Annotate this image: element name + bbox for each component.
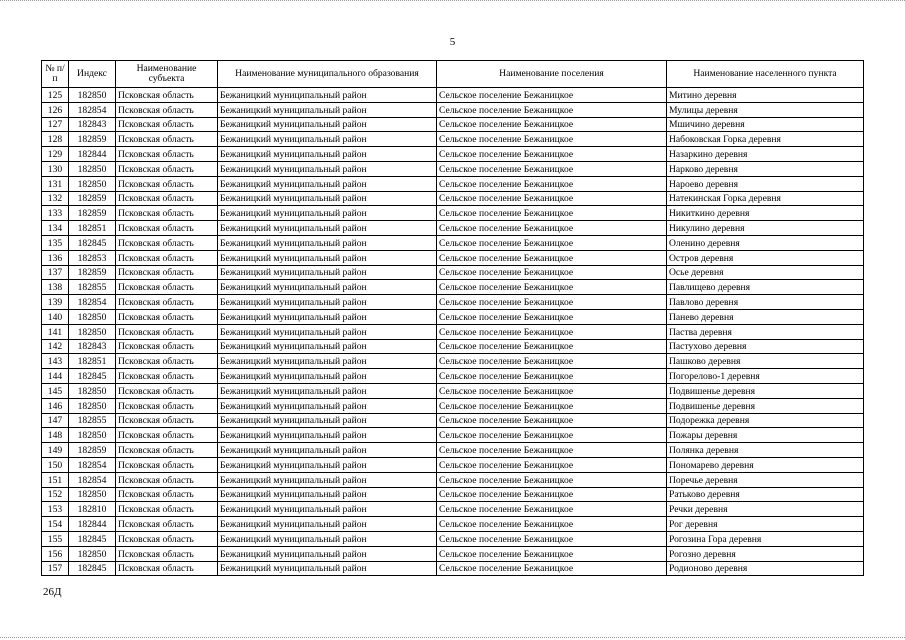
table-row xyxy=(42,531,864,546)
cell-index: 182850 xyxy=(69,309,116,324)
cell-num: 137 xyxy=(42,265,69,280)
cell-settlement: Сельское поселение Бежаницкое xyxy=(437,339,667,354)
cell-index: 182851 xyxy=(69,354,116,369)
table-row xyxy=(42,280,864,295)
cell-index: 182850 xyxy=(69,383,116,398)
scan-edge-bottom xyxy=(0,635,905,638)
cell-num: 132 xyxy=(42,191,69,206)
cell-subject: Псковская область xyxy=(116,428,218,443)
cell-locality: Пономарево деревня xyxy=(667,457,864,472)
cell-subject: Псковская область xyxy=(116,191,218,206)
table-row xyxy=(42,398,864,413)
table-row xyxy=(42,443,864,458)
table-row xyxy=(42,132,864,147)
cell-locality: Остров деревня xyxy=(667,250,864,265)
cell-municipality: Бежаницкий муниципальный район xyxy=(218,309,437,324)
cell-settlement: Сельское поселение Бежаницкое xyxy=(437,457,667,472)
cell-num: 136 xyxy=(42,250,69,265)
table-row xyxy=(42,235,864,250)
cell-municipality: Бежаницкий муниципальный район xyxy=(218,132,437,147)
header-index: Индекс xyxy=(69,61,116,88)
cell-locality: Павлищево деревня xyxy=(667,280,864,295)
header-subject: Наименование субъекта xyxy=(116,61,218,88)
header-num: № п/п xyxy=(42,61,69,88)
cell-settlement: Сельское поселение Бежаницкое xyxy=(437,191,667,206)
cell-index: 182854 xyxy=(69,102,116,117)
cell-num: 127 xyxy=(42,117,69,132)
cell-settlement: Сельское поселение Бежаницкое xyxy=(437,161,667,176)
cell-num: 135 xyxy=(42,235,69,250)
cell-municipality: Бежаницкий муниципальный район xyxy=(218,546,437,561)
cell-municipality: Бежаницкий муниципальный район xyxy=(218,191,437,206)
cell-locality: Ратьково деревня xyxy=(667,487,864,502)
cell-num: 125 xyxy=(42,88,69,103)
cell-locality: Пастухово деревня xyxy=(667,339,864,354)
cell-municipality: Бежаницкий муниципальный район xyxy=(218,324,437,339)
table-row xyxy=(42,250,864,265)
cell-num: 138 xyxy=(42,280,69,295)
cell-settlement: Сельское поселение Бежаницкое xyxy=(437,428,667,443)
cell-index: 182859 xyxy=(69,443,116,458)
cell-municipality: Бежаницкий муниципальный район xyxy=(218,265,437,280)
table-row xyxy=(42,309,864,324)
cell-subject: Псковская область xyxy=(116,176,218,191)
cell-municipality: Бежаницкий муниципальный район xyxy=(218,250,437,265)
table-row xyxy=(42,206,864,221)
cell-locality: Митино деревня xyxy=(667,88,864,103)
cell-num: 139 xyxy=(42,295,69,310)
cell-num: 148 xyxy=(42,428,69,443)
cell-locality: Натекинская Горка деревня xyxy=(667,191,864,206)
cell-settlement: Сельское поселение Бежаницкое xyxy=(437,309,667,324)
cell-subject: Псковская область xyxy=(116,265,218,280)
cell-subject: Псковская область xyxy=(116,413,218,428)
scan-edge-top xyxy=(0,0,905,3)
cell-num: 140 xyxy=(42,309,69,324)
cell-subject: Псковская область xyxy=(116,221,218,236)
table-row xyxy=(42,457,864,472)
table-row xyxy=(42,161,864,176)
cell-subject: Псковская область xyxy=(116,295,218,310)
cell-index: 182859 xyxy=(69,132,116,147)
cell-locality: Осье деревня xyxy=(667,265,864,280)
cell-municipality: Бежаницкий муниципальный район xyxy=(218,428,437,443)
cell-num: 130 xyxy=(42,161,69,176)
cell-index: 182844 xyxy=(69,147,116,162)
cell-settlement: Сельское поселение Бежаницкое xyxy=(437,235,667,250)
cell-settlement: Сельское поселение Бежаницкое xyxy=(437,176,667,191)
cell-subject: Псковская область xyxy=(116,561,218,576)
cell-settlement: Сельское поселение Бежаницкое xyxy=(437,250,667,265)
cell-municipality: Бежаницкий муниципальный район xyxy=(218,88,437,103)
cell-subject: Псковская область xyxy=(116,235,218,250)
cell-settlement: Сельское поселение Бежаницкое xyxy=(437,354,667,369)
cell-municipality: Бежаницкий муниципальный район xyxy=(218,472,437,487)
cell-index: 182844 xyxy=(69,517,116,532)
cell-num: 149 xyxy=(42,443,69,458)
cell-index: 182845 xyxy=(69,561,116,576)
cell-settlement: Сельское поселение Бежаницкое xyxy=(437,324,667,339)
cell-num: 126 xyxy=(42,102,69,117)
cell-locality: Рог деревня xyxy=(667,517,864,532)
cell-locality: Панево деревня xyxy=(667,309,864,324)
cell-locality: Рогозно деревня xyxy=(667,546,864,561)
table-body xyxy=(42,88,864,576)
cell-locality: Мулицы деревня xyxy=(667,102,864,117)
cell-settlement: Сельское поселение Бежаницкое xyxy=(437,383,667,398)
cell-subject: Псковская область xyxy=(116,132,218,147)
cell-locality: Подвишенье деревня xyxy=(667,383,864,398)
cell-locality: Поречье деревня xyxy=(667,472,864,487)
cell-subject: Псковская область xyxy=(116,250,218,265)
table-row xyxy=(42,354,864,369)
cell-municipality: Бежаницкий муниципальный район xyxy=(218,147,437,162)
cell-settlement: Сельское поселение Бежаницкое xyxy=(437,413,667,428)
cell-index: 182845 xyxy=(69,531,116,546)
table-row xyxy=(42,517,864,532)
cell-locality: Подорежка деревня xyxy=(667,413,864,428)
cell-index: 182843 xyxy=(69,117,116,132)
cell-settlement: Сельское поселение Бежаницкое xyxy=(437,561,667,576)
cell-subject: Псковская область xyxy=(116,88,218,103)
cell-index: 182810 xyxy=(69,502,116,517)
cell-num: 141 xyxy=(42,324,69,339)
cell-municipality: Бежаницкий муниципальный район xyxy=(218,280,437,295)
cell-num: 151 xyxy=(42,472,69,487)
table-row xyxy=(42,88,864,103)
cell-subject: Псковская область xyxy=(116,206,218,221)
cell-settlement: Сельское поселение Бежаницкое xyxy=(437,443,667,458)
cell-subject: Псковская область xyxy=(116,531,218,546)
cell-subject: Псковская область xyxy=(116,354,218,369)
cell-locality: Пожары деревня xyxy=(667,428,864,443)
cell-num: 152 xyxy=(42,487,69,502)
cell-subject: Псковская область xyxy=(116,147,218,162)
cell-settlement: Сельское поселение Бежаницкое xyxy=(437,280,667,295)
cell-index: 182850 xyxy=(69,546,116,561)
cell-locality: Набоковская Горка деревня xyxy=(667,132,864,147)
cell-num: 154 xyxy=(42,517,69,532)
table-row xyxy=(42,413,864,428)
cell-index: 182859 xyxy=(69,206,116,221)
cell-subject: Псковская область xyxy=(116,117,218,132)
cell-locality: Нароево деревня xyxy=(667,176,864,191)
cell-municipality: Бежаницкий муниципальный район xyxy=(218,487,437,502)
cell-settlement: Сельское поселение Бежаницкое xyxy=(437,487,667,502)
cell-index: 182859 xyxy=(69,191,116,206)
cell-num: 134 xyxy=(42,221,69,236)
cell-subject: Псковская область xyxy=(116,102,218,117)
cell-subject: Псковская область xyxy=(116,472,218,487)
cell-municipality: Бежаницкий муниципальный район xyxy=(218,206,437,221)
cell-num: 156 xyxy=(42,546,69,561)
cell-num: 128 xyxy=(42,132,69,147)
cell-settlement: Сельское поселение Бежаницкое xyxy=(437,295,667,310)
cell-num: 129 xyxy=(42,147,69,162)
cell-settlement: Сельское поселение Бежаницкое xyxy=(437,398,667,413)
cell-settlement: Сельское поселение Бежаницкое xyxy=(437,472,667,487)
cell-subject: Псковская область xyxy=(116,457,218,472)
cell-municipality: Бежаницкий муниципальный район xyxy=(218,102,437,117)
cell-index: 182854 xyxy=(69,457,116,472)
cell-municipality: Бежаницкий муниципальный район xyxy=(218,561,437,576)
table-row xyxy=(42,369,864,384)
cell-locality: Полянка деревня xyxy=(667,443,864,458)
table-row xyxy=(42,502,864,517)
cell-num: 153 xyxy=(42,502,69,517)
cell-subject: Псковская область xyxy=(116,369,218,384)
cell-index: 182855 xyxy=(69,280,116,295)
table-row xyxy=(42,383,864,398)
cell-locality: Речки деревня xyxy=(667,502,864,517)
table-row xyxy=(42,561,864,576)
cell-index: 182850 xyxy=(69,428,116,443)
cell-subject: Псковская область xyxy=(116,517,218,532)
cell-settlement: Сельское поселение Бежаницкое xyxy=(437,531,667,546)
table-row xyxy=(42,295,864,310)
cell-municipality: Бежаницкий муниципальный район xyxy=(218,457,437,472)
cell-locality: Павлово деревня xyxy=(667,295,864,310)
cell-subject: Псковская область xyxy=(116,324,218,339)
cell-num: 143 xyxy=(42,354,69,369)
cell-num: 144 xyxy=(42,369,69,384)
header-row xyxy=(42,61,864,88)
cell-locality: Оленино деревня xyxy=(667,235,864,250)
cell-locality: Никиткино деревня xyxy=(667,206,864,221)
cell-num: 142 xyxy=(42,339,69,354)
table-row xyxy=(42,472,864,487)
cell-index: 182859 xyxy=(69,265,116,280)
table-row xyxy=(42,265,864,280)
cell-settlement: Сельское поселение Бежаницкое xyxy=(437,546,667,561)
cell-num: 146 xyxy=(42,398,69,413)
cell-locality: Рогозина Гора деревня xyxy=(667,531,864,546)
cell-num: 157 xyxy=(42,561,69,576)
cell-settlement: Сельское поселение Бежаницкое xyxy=(437,221,667,236)
cell-subject: Псковская область xyxy=(116,280,218,295)
cell-index: 182855 xyxy=(69,413,116,428)
cell-index: 182850 xyxy=(69,176,116,191)
header-locality: Наименование населенного пункта xyxy=(667,61,864,88)
table-header xyxy=(42,61,864,88)
cell-municipality: Бежаницкий муниципальный район xyxy=(218,117,437,132)
cell-settlement: Сельское поселение Бежаницкое xyxy=(437,102,667,117)
cell-index: 182851 xyxy=(69,221,116,236)
cell-subject: Псковская область xyxy=(116,383,218,398)
cell-settlement: Сельское поселение Бежаницкое xyxy=(437,502,667,517)
cell-index: 182853 xyxy=(69,250,116,265)
table-row xyxy=(42,191,864,206)
cell-num: 145 xyxy=(42,383,69,398)
cell-subject: Псковская область xyxy=(116,443,218,458)
cell-settlement: Сельское поселение Бежаницкое xyxy=(437,88,667,103)
cell-municipality: Бежаницкий муниципальный район xyxy=(218,413,437,428)
header-municipality: Наименование муниципального образования xyxy=(218,61,437,88)
cell-num: 133 xyxy=(42,206,69,221)
cell-settlement: Сельское поселение Бежаницкое xyxy=(437,117,667,132)
table-row xyxy=(42,546,864,561)
table-row xyxy=(42,117,864,132)
cell-municipality: Бежаницкий муниципальный район xyxy=(218,383,437,398)
cell-municipality: Бежаницкий муниципальный район xyxy=(218,502,437,517)
cell-municipality: Бежаницкий муниципальный район xyxy=(218,221,437,236)
cell-index: 182845 xyxy=(69,369,116,384)
cell-municipality: Бежаницкий муниципальный район xyxy=(218,295,437,310)
cell-index: 182850 xyxy=(69,398,116,413)
cell-municipality: Бежаницкий муниципальный район xyxy=(218,517,437,532)
cell-settlement: Сельское поселение Бежаницкое xyxy=(437,369,667,384)
cell-index: 182850 xyxy=(69,324,116,339)
cell-locality: Родионово деревня xyxy=(667,561,864,576)
cell-settlement: Сельское поселение Бежаницкое xyxy=(437,147,667,162)
cell-num: 147 xyxy=(42,413,69,428)
cell-index: 182854 xyxy=(69,295,116,310)
table-row xyxy=(42,324,864,339)
cell-num: 150 xyxy=(42,457,69,472)
table-row xyxy=(42,221,864,236)
cell-locality: Мшичино деревня xyxy=(667,117,864,132)
cell-settlement: Сельское поселение Бежаницкое xyxy=(437,265,667,280)
settlements-table xyxy=(41,60,864,576)
cell-index: 182850 xyxy=(69,487,116,502)
cell-locality: Паства деревня xyxy=(667,324,864,339)
cell-settlement: Сельское поселение Бежаницкое xyxy=(437,517,667,532)
cell-municipality: Бежаницкий муниципальный район xyxy=(218,176,437,191)
cell-subject: Псковская область xyxy=(116,398,218,413)
cell-index: 182843 xyxy=(69,339,116,354)
cell-municipality: Бежаницкий муниципальный район xyxy=(218,354,437,369)
table-row xyxy=(42,102,864,117)
table-row xyxy=(42,147,864,162)
cell-municipality: Бежаницкий муниципальный район xyxy=(218,161,437,176)
cell-subject: Псковская область xyxy=(116,161,218,176)
cell-index: 182845 xyxy=(69,235,116,250)
cell-index: 182850 xyxy=(69,161,116,176)
cell-locality: Подвишенье деревня xyxy=(667,398,864,413)
cell-locality: Никулино деревня xyxy=(667,221,864,236)
cell-index: 182854 xyxy=(69,472,116,487)
table-row xyxy=(42,176,864,191)
cell-municipality: Бежаницкий муниципальный район xyxy=(218,443,437,458)
cell-municipality: Бежаницкий муниципальный район xyxy=(218,369,437,384)
cell-municipality: Бежаницкий муниципальный район xyxy=(218,398,437,413)
cell-subject: Псковская область xyxy=(116,339,218,354)
header-settlement: Наименование поселения xyxy=(437,61,667,88)
cell-subject: Псковская область xyxy=(116,502,218,517)
cell-municipality: Бежаницкий муниципальный район xyxy=(218,235,437,250)
table-row xyxy=(42,428,864,443)
cell-index: 182850 xyxy=(69,88,116,103)
cell-locality: Погорелово-1 деревня xyxy=(667,369,864,384)
cell-municipality: Бежаницкий муниципальный район xyxy=(218,339,437,354)
cell-settlement: Сельское поселение Бежаницкое xyxy=(437,206,667,221)
cell-settlement: Сельское поселение Бежаницкое xyxy=(437,132,667,147)
cell-municipality: Бежаницкий муниципальный район xyxy=(218,531,437,546)
cell-subject: Псковская область xyxy=(116,487,218,502)
page-number: 5 xyxy=(449,36,456,48)
table-row xyxy=(42,487,864,502)
cell-num: 131 xyxy=(42,176,69,191)
footer-code: 26Д xyxy=(43,586,62,598)
cell-locality: Нарково деревня xyxy=(667,161,864,176)
cell-locality: Назаркино деревня xyxy=(667,147,864,162)
cell-subject: Псковская область xyxy=(116,309,218,324)
cell-locality: Пашково деревня xyxy=(667,354,864,369)
cell-subject: Псковская область xyxy=(116,546,218,561)
table-row xyxy=(42,339,864,354)
cell-num: 155 xyxy=(42,531,69,546)
